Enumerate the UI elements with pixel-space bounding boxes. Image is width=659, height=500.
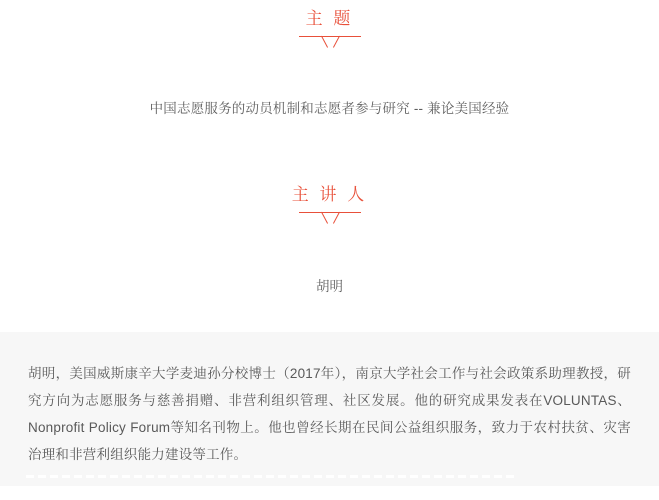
speaker-heading-label: 主 讲 人	[291, 185, 368, 204]
dash	[458, 475, 466, 478]
bracket-tick-left	[321, 36, 328, 48]
dash	[350, 475, 358, 478]
dash	[86, 475, 94, 478]
dash	[434, 475, 442, 478]
dash	[494, 475, 502, 478]
dash	[98, 475, 106, 478]
speaker-bio-text: 胡明，美国威斯康辛大学麦迪孙分校博士（2017年），南京大学社会工作与社会政策系助理教授，研究方向为志愿服务与慈善捐赠、非营利组织管理、社区发展。他的研究成果发表在VOLUNTAS、Nonprofit Policy Forum等知名刊物上。他也曾经长期在民间公益组织服务，致力于农村扶贫、灾害治理和非营利组织能力建设等工作。	[28, 366, 631, 462]
bracket-tick-right	[332, 36, 339, 48]
dash	[374, 475, 382, 478]
speaker-name-text: 胡明	[316, 279, 343, 294]
bracket-bar	[299, 212, 361, 213]
heading-underline-bracket	[299, 212, 361, 234]
dash	[254, 475, 262, 478]
decorative-dash-row	[26, 475, 514, 478]
dash	[506, 475, 514, 478]
bracket-tick-right	[332, 212, 339, 224]
dash	[134, 475, 142, 478]
dash	[206, 475, 214, 478]
dash	[242, 475, 250, 478]
dash	[326, 475, 334, 478]
dash	[302, 475, 310, 478]
dash	[218, 475, 226, 478]
heading-underline-bracket	[299, 36, 361, 58]
bracket-bar	[299, 36, 361, 37]
topic-heading-label: 主 题	[305, 9, 354, 28]
poster-page	[0, 8, 659, 500]
dash	[50, 475, 58, 478]
dash	[122, 475, 130, 478]
dash	[110, 475, 118, 478]
dash	[338, 475, 346, 478]
dash	[26, 475, 34, 478]
dash	[74, 475, 82, 478]
dash	[290, 475, 298, 478]
topic-title-text: 中国志愿服务的动员机制和志愿者参与研究 -- 兼论美国经验	[149, 101, 510, 116]
dash	[446, 475, 454, 478]
dash	[182, 475, 190, 478]
dash	[38, 475, 46, 478]
dash	[158, 475, 166, 478]
dash	[266, 475, 274, 478]
speaker-bio-panel	[0, 332, 659, 486]
dash	[386, 475, 394, 478]
dash	[410, 475, 418, 478]
dash	[314, 475, 322, 478]
dash	[482, 475, 490, 478]
dash	[194, 475, 202, 478]
dash	[470, 475, 478, 478]
dash	[62, 475, 70, 478]
bracket-tick-left	[321, 212, 328, 224]
dash	[422, 475, 430, 478]
dash	[398, 475, 406, 478]
dash	[278, 475, 286, 478]
dash	[230, 475, 238, 478]
dash	[146, 475, 154, 478]
dash	[362, 475, 370, 478]
speaker-section-header	[0, 184, 659, 234]
topic-section-header	[0, 8, 659, 58]
dash	[170, 475, 178, 478]
